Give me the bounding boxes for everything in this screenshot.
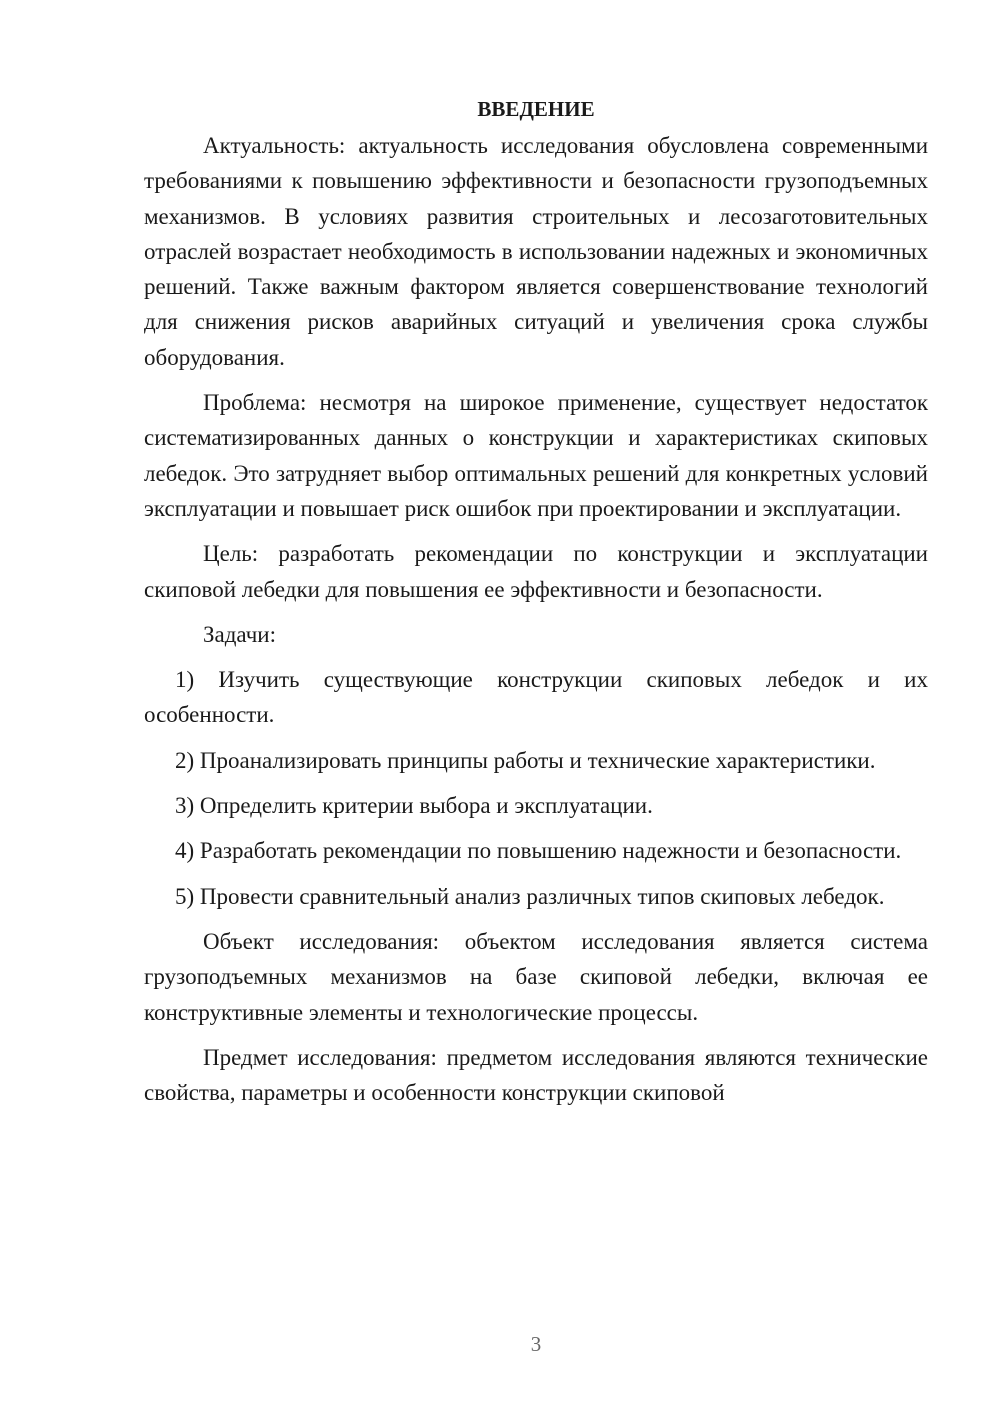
task-item-1: 1) Изучить существующие конструкции скиповых лебедок и их особенности.: [144, 667, 928, 728]
paragraph-subject: Предмет исследования: предметом исследования являются технические свойства, параметры и особенности конструкции скиповой: [144, 1044, 928, 1106]
task-item-5: 5) Провести сравнительный анализ различных типов скиповых лебедок.: [175, 883, 885, 909]
paragraph-goal: Цель: разработать рекомендации по конструкции и эксплуатации скиповой лебедки для повышения ее эффективности и безопасности.: [144, 541, 928, 602]
task-item-2: 2) Проанализировать принципы работы и технические характеристики.: [175, 747, 876, 773]
paragraph-relevance: Актуальность: актуальность исследования обусловлена современными требованиями к повышению эффективности и безопасности грузоподъемных механизмов. В условиях развития строительных и лесозаготовительных отраслей возрастает необходимость в использовании надежных и экономичных решений. Также важным фактором является совершенствование технологий для снижения рисков аварийных ситуаций и увеличения срока службы оборудования.: [144, 133, 928, 370]
task-item-4: 4) Разработать рекомендации по повышению надежности и безопасности.: [175, 838, 902, 864]
task-item-3: 3) Определить критерии выбора и эксплуатации.: [175, 793, 653, 819]
page-number: 3: [530, 1332, 542, 1356]
page-title: ВВЕДЕНИЕ: [477, 97, 595, 121]
paragraph-tasks-heading: Задачи:: [203, 621, 276, 647]
paragraph-problem: Проблема: несмотря на широкое применение, существует недостаток систематизированных данных о конструкции и характеристиках скиповых лебедок. Это затрудняет выбор оптимальных решений для конкретных условий эксплуатации и повышает риск ошибок при проектировании и эксплуатации.: [144, 390, 928, 521]
paragraph-object: Объект исследования: объектом исследования является система грузоподъемных механизмов на базе скиповой лебедки, включая ее конструктивные элементы и технологические процессы.: [144, 928, 928, 1025]
page-content: [144, 92, 928, 1120]
